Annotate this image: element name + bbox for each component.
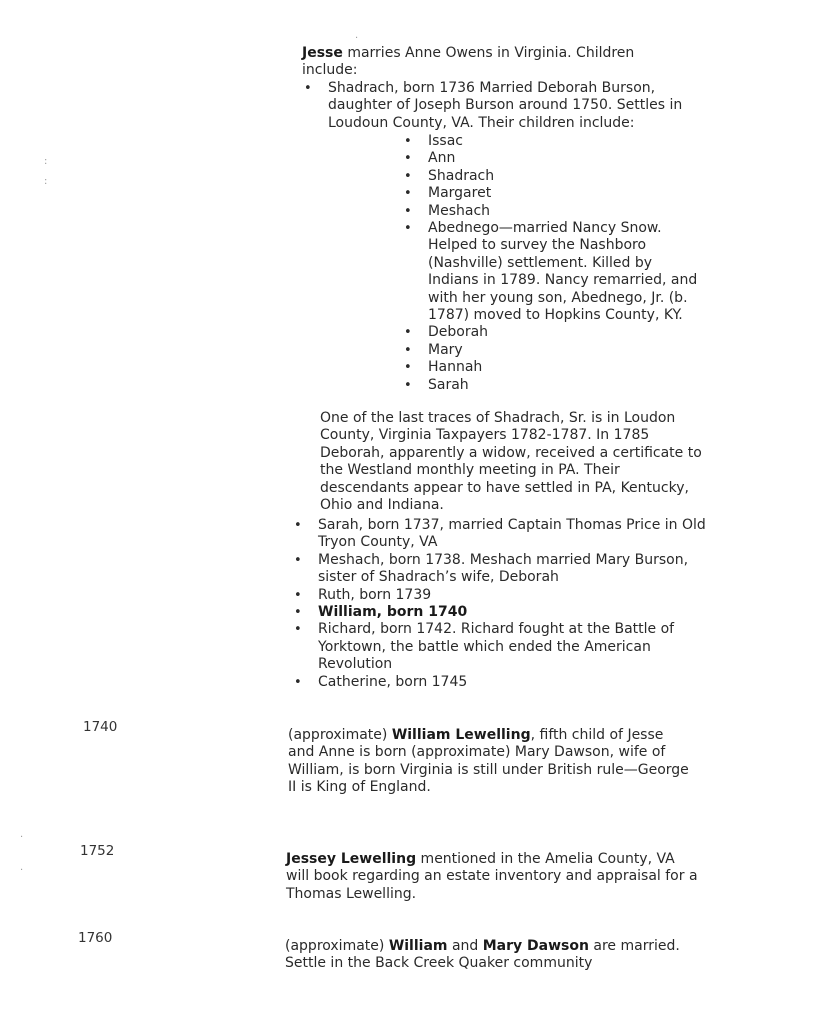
- shadrach-note: One of the last traces of Shadrach, Sr. is in Loudon County, Virginia Taxpayers 1782-1787. In 1785 Deborah, apparently a widow, received a certificate to the Westland monthly meeting in PA. Their descendants appear to have settled in PA, Kentucky, Ohio and Indiana.: [320, 410, 702, 514]
- list-item-shadrach: [302, 80, 707, 132]
- intro-paragraph: [302, 45, 682, 80]
- list-item: • Abednego—married Nancy Snow. Helped to survey the Nashboro (Nashville) settlement. Killed by Indians in 1789. Nancy remarried, and with her young son, Abednego, Jr. (b. 1787) moved to Hopkins County, KY.: [402, 220, 702, 324]
- scan-speck: ·: [20, 865, 24, 876]
- list-item: • Sarah: [402, 377, 702, 394]
- list-item: • Margaret: [402, 185, 702, 202]
- entry-bold-name: Jessey Lewelling: [286, 851, 417, 867]
- list-item-sarah: • Sarah, born 1737, married Captain Thomas Price in Old Tryon County, VA: [292, 517, 707, 552]
- timeline-entry-1752: [286, 851, 698, 903]
- entry-bold-name: William: [388, 938, 448, 954]
- list-item: • Deborah: [402, 324, 702, 341]
- timeline-entry-1760: [285, 938, 697, 973]
- william-highlight: William, born 1740: [318, 604, 468, 621]
- entry-bold-name: William Lewelling: [391, 727, 531, 743]
- list-item-william: [292, 604, 707, 621]
- scan-speck: ·: [20, 832, 24, 843]
- year-label: 1760: [78, 930, 113, 946]
- timeline-entry-1740: [288, 727, 693, 797]
- scan-speck: :: [44, 156, 48, 167]
- list-item: • Issac: [402, 133, 702, 150]
- shadrach-children-list: [402, 133, 702, 394]
- children-list-continued: [292, 517, 707, 691]
- entry-text: , fifth child of Jesse and Anne is born (approximate) Mary Dawson, wife of William, is born Virginia is still under British rule—George II is King of England.: [288, 727, 689, 796]
- entry-text: are married. Settle in the Back Creek Quaker community: [285, 938, 680, 972]
- list-item: • Hannah: [402, 359, 702, 376]
- list-item-catherine: • Catherine, born 1745: [292, 674, 707, 691]
- children-list: [302, 80, 707, 132]
- entry-text: and: [447, 938, 483, 954]
- entry-text: mentioned in the Amelia County, VA will book regarding an estate inventory and appraisal for a Thomas Lewelling.: [286, 851, 698, 902]
- name-jesse: Jesse: [302, 45, 343, 61]
- shadrach-text: Shadrach, born 1736 Married Deborah Burson, daughter of Joseph Burson around 1750. Settles in Loudoun County, VA. Their children include:: [328, 80, 683, 131]
- year-label: 1752: [80, 843, 115, 859]
- list-item: • Mary: [402, 342, 702, 359]
- scan-speck: ·: [355, 33, 359, 44]
- list-item-richard: • Richard, born 1742. Richard fought at the Battle of Yorktown, the battle which ended the American Revolution: [292, 621, 707, 673]
- intro-text: marries Anne Owens in Virginia. Children include:: [302, 45, 635, 79]
- year-label: 1740: [83, 719, 118, 735]
- list-item: • Shadrach: [402, 168, 702, 185]
- entry-text: (approximate): [285, 938, 389, 954]
- entry-bold-name: Mary Dawson: [482, 938, 589, 954]
- list-item-ruth: • Ruth, born 1739: [292, 587, 707, 604]
- list-item: • Ann: [402, 150, 702, 167]
- list-item: • Meshach: [402, 203, 702, 220]
- scan-speck: :: [44, 176, 48, 187]
- entry-text: (approximate): [288, 727, 392, 743]
- list-item-meshach: • Meshach, born 1738. Meshach married Mary Burson, sister of Shadrach’s wife, Deborah: [292, 552, 707, 587]
